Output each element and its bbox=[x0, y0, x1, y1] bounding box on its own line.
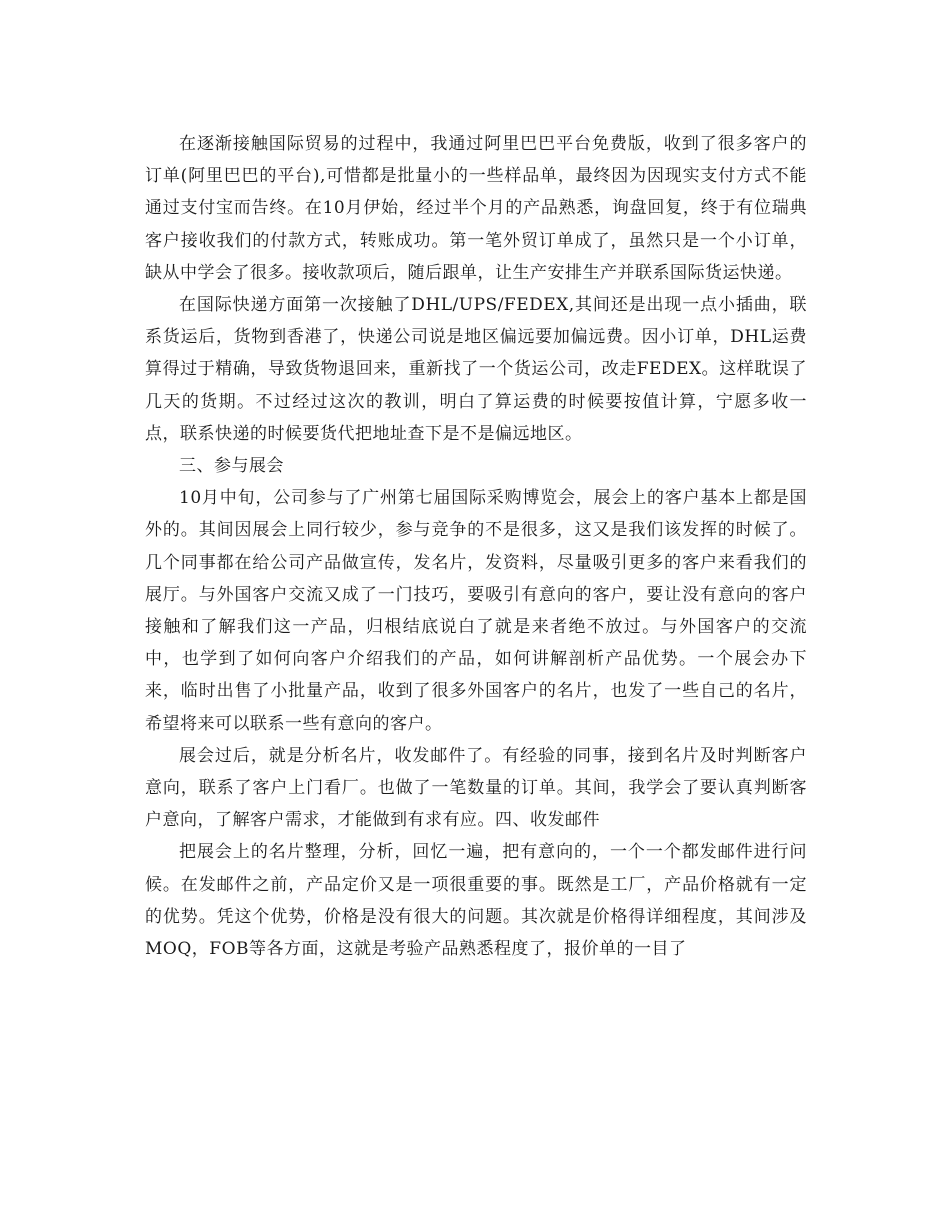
paragraph-alibaba-orders: 在逐渐接触国际贸易的过程中，我通过阿里巴巴平台免费版，收到了很多客户的订单(阿里巴巴的平台),可惜都是批量小的一些样品单，最终因为因现实支付方式不能通过支付宝而告终。在10月伊始，经过半个月的产品熟悉，询盘回复，终于有位瑞典客户接收我们的付款方式，转账成功。第一笔外贸订单成了，虽然只是一个小订单，缺从中学会了很多。接收款项后，随后跟单，让生产安排生产并联系国际货运快递。 bbox=[145, 134, 807, 283]
paragraph-after-exhibition: 展会过后，就是分析名片，收发邮件了。有经验的同事，接到名片及时判断客户意向，联系了客户上门看厂。也做了一笔数量的订单。其间，我学会了要认真判断客户意向，了解客户需求，才能做到有求有应。四、收发邮件 bbox=[145, 745, 807, 831]
paragraph-sending-emails: 把展会上的名片整理，分析，回忆一遍，把有意向的，一个一个都发邮件进行问候。在发邮件之前，产品定价又是一项很重要的事。既然是工厂，产品价格就有一定的优势。凭这个优势，价格是没有很大的问题。其次就是价格得详细程度，其间涉及MOQ，FOB等各方面，这就是考验产品熟悉程度了，报价单的一目了 bbox=[145, 842, 807, 960]
paragraph-guangzhou-fair: 10月中旬，公司参与了广州第七届国际采购博览会，展会上的客户基本上都是国外的。其间因展会上同行较少，参与竞争的不是很多，这又是我们该发挥的时候了。几个同事都在给公司产品做宣传，发名片，发资料，尽量吸引更多的客户来看我们的展厅。与外国客户交流又成了一门技巧，要吸引有意向的客户，要让没有意向的客户接触和了解我们这一产品，归根结底说白了就是来者绝不放过。与外国客户的交流中，也学到了如何向客户介绍我们的产品，如何讲解剖析产品优势。一个展会办下来，临时出售了小批量产品，收到了很多外国客户的名片，也发了一些自己的名片，希望将来可以联系一些有意向的客户。 bbox=[145, 488, 807, 734]
section-heading-exhibition: 三、参与展会 bbox=[179, 456, 284, 477]
document-body bbox=[145, 128, 807, 965]
paragraph-express-delivery: 在国际快递方面第一次接触了DHL/UPS/FEDEX,其间还是出现一点小插曲，联系货运后，货物到香港了，快递公司说是地区偏远要加偏远费。因小订单，DHL运费算得过于精确，导致货物退回来，重新找了一个货运公司，改走FEDEX。这样耽误了几天的货期。不过经过这次的教训，明白了算运费的时候要按值计算，宁愿多收一点，联系快递的时候要货代把地址查下是不是偏远地区。 bbox=[145, 295, 807, 444]
